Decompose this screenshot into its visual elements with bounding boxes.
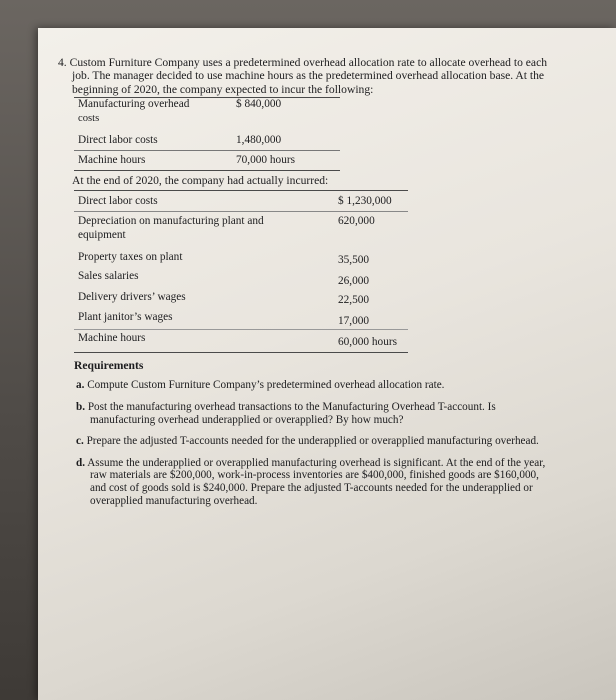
row-label: Direct labor costs	[78, 134, 158, 147]
row-label: Sales salaries	[78, 270, 139, 283]
requirement-text: Prepare the adjusted T-accounts needed for the underapplied or overapplied manufacturing overhead.	[86, 435, 539, 448]
row-label: Depreciation on manufacturing plant and	[78, 215, 264, 228]
expected-costs-table	[74, 96, 540, 376]
table-rule	[74, 211, 408, 212]
row-value: 17,000	[338, 315, 370, 328]
row-label: Direct labor costs	[78, 195, 158, 208]
row-value: 22,500	[338, 294, 370, 307]
row-value: 35,500	[338, 254, 370, 267]
document-page	[38, 28, 616, 700]
table-rule	[74, 352, 408, 353]
requirement-letter: a.	[76, 379, 85, 392]
table-rule	[74, 150, 340, 151]
row-value: 1,480,000	[236, 134, 282, 147]
actual-heading: At the end of 2020, the company had actually incurred:	[72, 174, 329, 188]
requirement-item	[74, 435, 550, 448]
row-value: $ 1,230,000	[338, 195, 392, 208]
problem-content	[58, 56, 550, 376]
requirement-item	[74, 401, 550, 426]
row-value: 70,000 hours	[236, 154, 295, 167]
requirement-item	[74, 379, 550, 392]
row-label: Property taxes on plant	[78, 251, 183, 264]
row-value: $ 840,000	[236, 98, 282, 111]
table-rule	[74, 170, 340, 171]
row-value: 620,000	[338, 215, 375, 228]
row-label: Manufacturing overhead	[78, 98, 190, 111]
problem-intro: 4. Custom Furniture Company uses a predetermined overhead allocation rate to allocate overhead to each job. The manager decided to use machine hours as the predetermined overhead allocation base. At the beginning of 2020, the company expected to incur the following:	[58, 56, 548, 96]
requirement-text: Post the manufacturing overhead transactions to the Manufacturing Overhead T-account. Is manufacturing overhead underapplied or overapplied? By how much?	[87, 401, 496, 426]
row-value: 60,000 hours	[338, 336, 397, 349]
requirements-title: Requirements	[74, 359, 144, 372]
row-label: Delivery drivers’ wages	[78, 291, 186, 304]
row-label: Machine hours	[78, 154, 146, 167]
row-value: 26,000	[338, 275, 370, 288]
requirements-section	[74, 359, 550, 516]
table-rule	[74, 190, 408, 191]
row-label-cont: costs	[78, 113, 100, 125]
requirement-letter: c.	[76, 435, 84, 448]
table-rule	[74, 329, 408, 330]
requirement-text: Assume the underapplied or overapplied manufacturing overhead is significant. At the end of the year, raw materials are $200,000, work-in-process inventories are $400,000, finished goods are $160,000, and cost of goods sold is $240,000. Prepare the adjusted T-accounts needed for the underapplied or overapplied manufacturing overhead.	[87, 456, 546, 507]
requirement-text: Compute Custom Furniture Company’s predetermined overhead allocation rate.	[87, 379, 445, 392]
requirement-letter: b.	[76, 401, 86, 413]
row-label: Plant janitor’s wages	[78, 311, 173, 324]
requirement-letter: d.	[76, 456, 86, 469]
row-label: Machine hours	[78, 332, 146, 345]
row-label-cont: equipment	[78, 229, 126, 242]
requirement-item	[74, 457, 550, 507]
